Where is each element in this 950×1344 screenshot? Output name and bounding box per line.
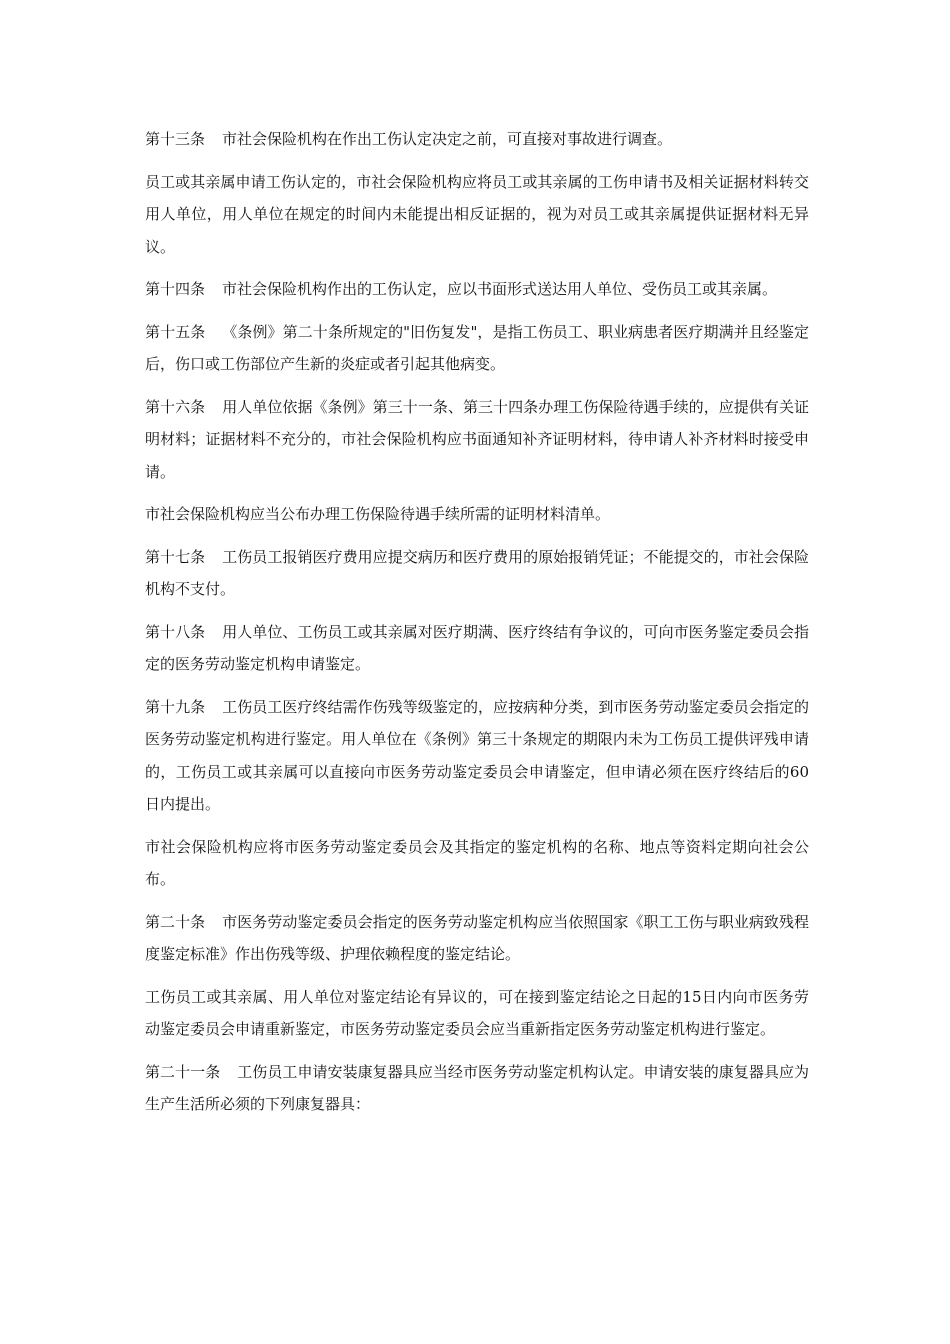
paragraph-article-16-cont [145,498,809,531]
article-text: 员工或其亲属申请工伤认定的，市社会保险机构应将员工或其亲属的工伤申请书及相关证据材料转交用人单位，用人单位在规定的时间内未能提出相反证据的，视为对员工或其亲属提供证据材料无异议。 [145,172,809,256]
paragraph-article-19-cont [145,831,809,896]
article-text: 用人单位、工伤员工或其亲属对医疗期满、医疗终结有争议的，可向市医务鉴定委员会指定的医务劳动鉴定机构申请鉴定。 [145,622,809,673]
article-text: 工伤员工报销医疗费用应提交病历和医疗费用的原始报销凭证；不能提交的，市社会保险机构不支付。 [145,547,809,598]
paragraph-article-21 [145,1056,809,1121]
article-text: 市社会保险机构应将市医务劳动鉴定委员会及其指定的鉴定机构的名称、地点等资料定期向社会公布。 [145,837,809,888]
article-text: 市社会保险机构作出的工伤认定，应以书面形式送达用人单位、受伤员工或其亲属。 [222,280,778,298]
article-number: 第十八条 [145,622,206,641]
article-text: 《条例》第二十条所规定的"旧伤复发"，是指工伤员工、职业病患者医疗期满并且经鉴定后，伤口或工伤部位产生新的炎症或者引起其他病变。 [145,322,809,373]
article-number: 第十六条 [145,397,206,416]
article-number: 第十五条 [145,322,206,341]
article-number: 第十九条 [145,697,206,716]
paragraph-article-19 [145,691,809,821]
article-number: 第二十条 [145,912,206,931]
article-text: 工伤员工申请安装康复器具应当经市医务劳动鉴定机构认定。申请安装的康复器具应为生产生活所必须的下列康复器具： [145,1062,809,1113]
article-text: 市社会保险机构在作出工伤认定决定之前，可直接对事故进行调查。 [222,130,673,148]
paragraph-article-20-cont [145,981,809,1046]
article-text: 用人单位依据《条例》第三十一条、第三十四条办理工伤保险待遇手续的，应提供有关证明材料；证据材料不充分的，市社会保险机构应书面通知补齐证明材料，待申请人补齐材料时接受申请。 [145,397,809,481]
paragraph-article-18 [145,616,809,681]
article-text: 工伤员工或其亲属、用人单位对鉴定结论有异议的，可在接到鉴定结论之日起的15日内向市医务劳动鉴定委员会申请重新鉴定，市医务劳动鉴定委员会应当重新指定医务劳动鉴定机构进行鉴定。 [145,987,809,1038]
paragraph-article-20 [145,906,809,971]
article-number: 第十三条 [145,130,206,148]
paragraph-article-17 [145,541,809,606]
article-text: 市社会保险机构应当公布办理工伤保险待遇手续所需的证明材料清单。 [145,505,611,523]
paragraph-article-13 [145,123,809,156]
article-number: 第十四条 [145,280,206,298]
paragraph-article-16 [145,391,809,489]
paragraph-article-15 [145,316,809,381]
paragraph-article-14 [145,273,809,306]
paragraph-article-13-cont [145,166,809,264]
document-body [145,123,809,1131]
article-number: 第二十一条 [145,1062,221,1081]
article-number: 第十七条 [145,547,206,566]
article-text: 市医务劳动鉴定委员会指定的医务劳动鉴定机构应当依照国家《职工工伤与职业病致残程度鉴定标准》作出伤残等级、护理依赖程度的鉴定结论。 [145,912,809,963]
article-text: 工伤员工医疗终结需作伤残等级鉴定的，应按病种分类，到市医务劳动鉴定委员会指定的医务劳动鉴定机构进行鉴定。用人单位在《条例》第三十条规定的期限内未为工伤员工提供评残申请的，工伤员工或其亲属可以直接向市医务劳动鉴定委员会申请鉴定，但申请必须在医疗终结后的60日内提出。 [145,697,809,813]
